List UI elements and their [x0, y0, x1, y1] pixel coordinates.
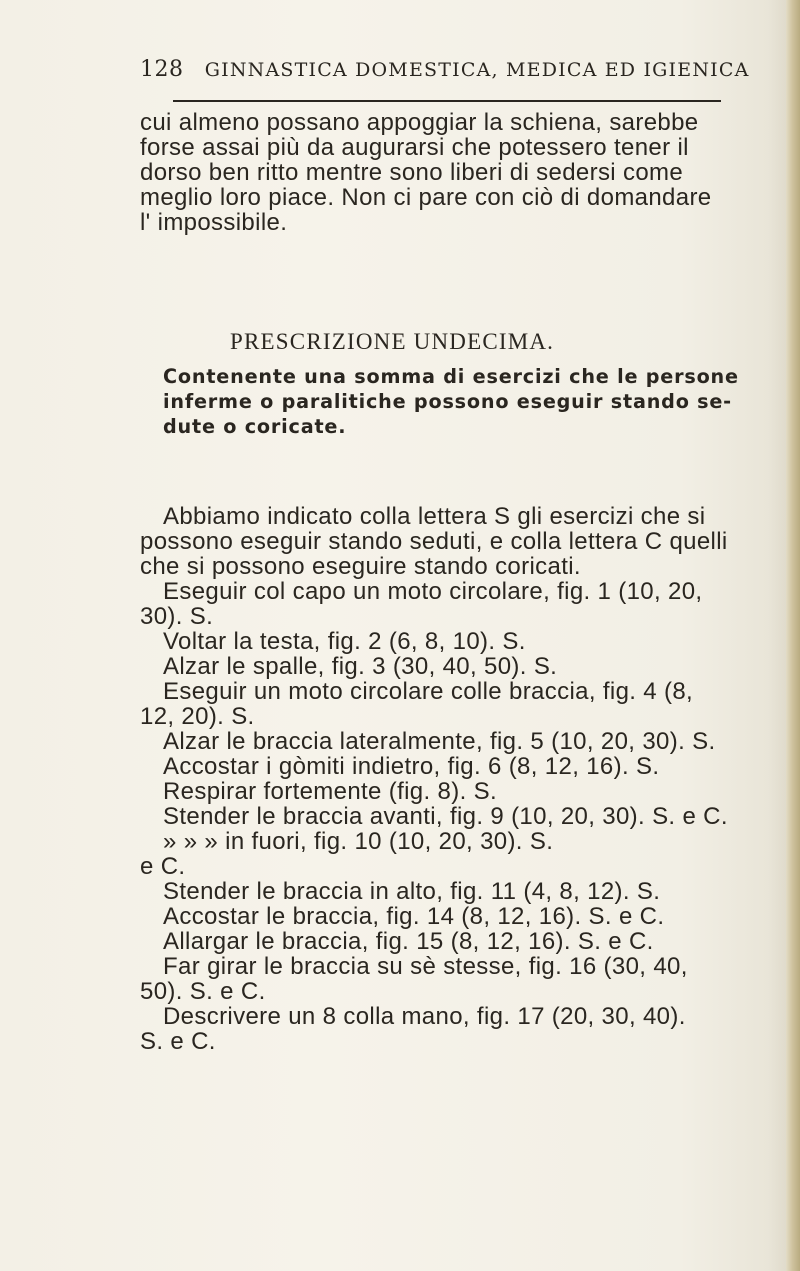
- subtitle-line: inferme o paralitiche possono eseguir stando se-: [163, 390, 732, 413]
- exercise-line: Stender le braccia avanti, fig. 9 (10, 20, 30). S. e C.: [163, 803, 728, 830]
- exercise-line: Alzar le braccia lateralmente, fig. 5 (10, 20, 30). S.: [163, 728, 716, 755]
- exercise-line: 12, 20). S.: [140, 703, 255, 730]
- exercise-line: Accostar i gòmiti indietro, fig. 6 (8, 12, 16). S.: [163, 753, 660, 780]
- exercise-line: Far girar le braccia su sè stesse, fig. 16 (30, 40,: [163, 953, 688, 980]
- exercise-line: Eseguir un moto circolare colle braccia, fig. 4 (8,: [163, 678, 694, 705]
- intro-paragraph: [140, 110, 760, 235]
- exercise-line: Respirar fortemente (fig. 8). S.: [163, 778, 497, 805]
- text-line: cui almeno possano appoggiar la schiena, sarebbe: [140, 109, 699, 136]
- section-title: PRESCRIZIONE UNDECIMA.: [230, 329, 555, 354]
- exercise-line: Accostar le braccia, fig. 14 (8, 12, 16). S. e C.: [163, 903, 665, 930]
- exercise-line: 30). S.: [140, 603, 214, 630]
- exercise-line: possono eseguir stando seduti, e colla lettera C quelli: [140, 528, 728, 555]
- subtitle-line: Contenente una somma di esercizi che le persone: [163, 365, 739, 388]
- exercise-line: Allargar le braccia, fig. 15 (8, 12, 16). S. e C.: [163, 928, 654, 955]
- text-line: dorso ben ritto mentre sono liberi di sedersi come: [140, 159, 684, 186]
- exercise-line: Voltar la testa, fig. 2 (6, 8, 10). S.: [163, 628, 526, 655]
- text-line: l' impossibile.: [140, 209, 288, 236]
- exercise-line: » » » in fuori, fig. 10 (10, 20, 30). S.: [163, 828, 554, 855]
- page-number: 128: [140, 57, 184, 82]
- text-line: forse assai più da augurarsi che potessero tener il: [140, 134, 689, 161]
- subtitle-line: dute o coricate.: [163, 415, 347, 438]
- exercise-line: Eseguir col capo un moto circolare, fig. 1 (10, 20,: [163, 578, 703, 605]
- exercise-line: Descrivere un 8 colla mano, fig. 17 (20, 30, 40).: [163, 1003, 686, 1030]
- running-title: GINNASTICA DOMESTICA, MEDICA ED IGIENICA: [204, 59, 750, 81]
- exercise-line: che si possono eseguire stando coricati.: [140, 553, 581, 580]
- section-subtitle: [163, 364, 763, 439]
- running-header: [140, 57, 750, 82]
- header-rule: [173, 100, 721, 102]
- exercise-line: Alzar le spalle, fig. 3 (30, 40, 50). S.: [163, 653, 558, 680]
- text-line: meglio loro piace. Non ci pare con ciò di domandare: [140, 184, 712, 211]
- exercise-line: S. e C.: [140, 1028, 216, 1055]
- page-edge: [786, 0, 800, 1271]
- exercise-line: Stender le braccia in alto, fig. 11 (4, 8, 12). S.: [163, 878, 661, 905]
- exercise-list: [140, 504, 760, 1054]
- exercise-line: 50). S. e C.: [140, 978, 266, 1005]
- exercise-line: Abbiamo indicato colla lettera S gli esercizi che si: [163, 503, 706, 530]
- exercise-line: e C.: [140, 853, 186, 880]
